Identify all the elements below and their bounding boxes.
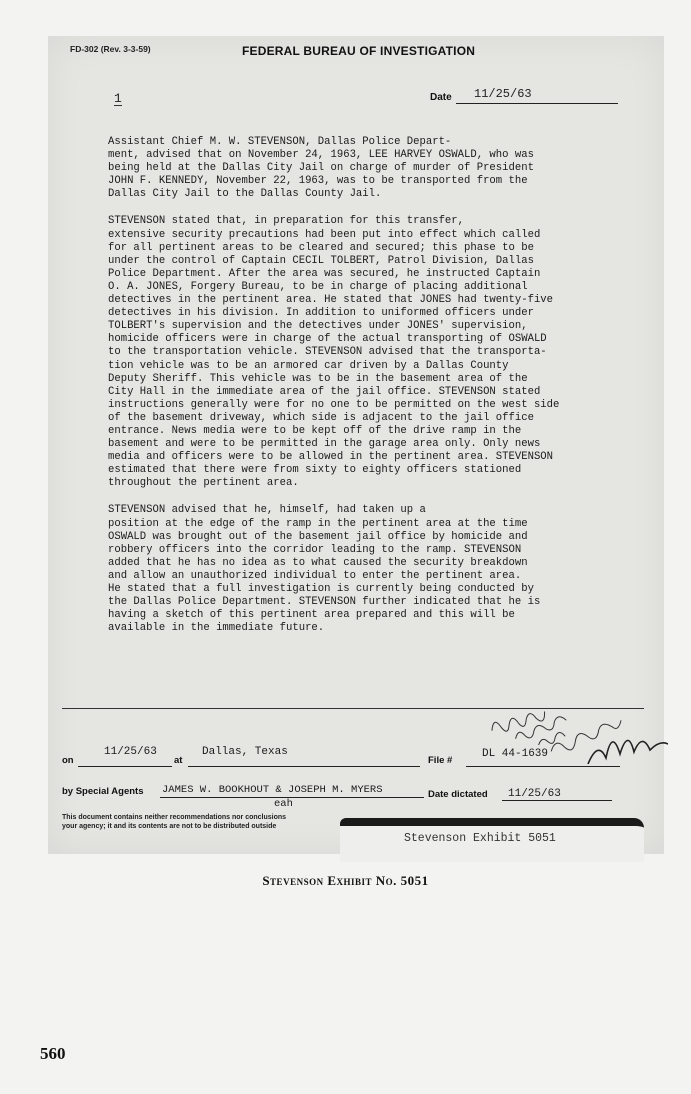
fbi-document-sheet [48, 36, 664, 854]
disclaimer-line-1: This document contains neither recommendations nor conclusions [62, 814, 287, 821]
exhibit-caption: Stevenson Exhibit No. 5051 [262, 873, 429, 888]
file-value: DL 44-1639 [482, 748, 549, 760]
paragraph-3: STEVENSON advised that he, himself, had taken up a position at the edge of the ramp in the pertinent area at the time OSWALD was brought out of the basement jail office by homicide and robbery officers into the corridor leading to the ramp. STEVENSON added that he has no idea as to what caused the security breakdown and allow an unauthorized individual to enter the pertinent area. He stated that a full investigation is currently being conducted by the Dallas Police Department. STEVENSON further indicated that he is having a sketch of this pertinent area prepared and this will be available in the immediate future. [108, 504, 541, 635]
footer-divider [62, 708, 644, 709]
date-dictated-value: 11/25/63 [508, 788, 561, 800]
report-body [108, 136, 588, 649]
on-label: on [62, 755, 74, 766]
at-label: at [174, 755, 183, 766]
date-value: 11/25/63 [474, 87, 532, 101]
date-dictated-label: Date dictated [428, 789, 488, 800]
page-indicator: 1 [114, 91, 122, 106]
agents-value: JAMES W. BOOKHOUT & JOSEPH M. MYERS [162, 784, 383, 796]
file-underline [466, 766, 620, 767]
exhibit-tag-label: Stevenson Exhibit 5051 [404, 832, 556, 845]
bureau-title: FEDERAL BUREAU OF INVESTIGATION [242, 44, 476, 58]
on-underline [78, 766, 172, 767]
by-agents-label: by Special Agents [62, 786, 144, 797]
on-value: 11/25/63 [104, 746, 157, 758]
at-value: Dallas, Texas [202, 746, 288, 758]
date-dictated-underline [502, 800, 612, 801]
date-underline [456, 103, 618, 104]
page-number: 560 [40, 1044, 66, 1063]
typist-initials: eah [274, 798, 293, 810]
paragraph-1: Assistant Chief M. W. STEVENSON, Dallas Police Depart- ment, advised that on November 24, 1963, LEE HARVEY OSWALD, who was being held at the Dallas City Jail on charge of murder of President JOHN F. KENNEDY, November 22, 1963, was to be transported from the Dallas City Jail to the Dallas County Jail. [108, 136, 534, 201]
form-id: FD-302 (Rev. 3-3-59) [70, 44, 151, 54]
at-underline [188, 766, 420, 767]
disclaimer [62, 813, 286, 831]
date-label: Date [430, 92, 452, 103]
paragraph-2: STEVENSON stated that, in preparation for this transfer, extensive security precautions had been put into effect which called for all pertinent areas to be cleared and secured; this phase to be under the control of Captain CECIL TOLBERT, Patrol Division, Dallas Police Department. After the area was secured, he instructed Captain O. A. JONES, Forgery Bureau, to be in charge of placing additional detectives in the pertinent area. He stated that JONES had twenty-five detectives in his division. In addition to uniformed officers under TOLBERT's supervision and the detectives under JONES' supervision, homicide officers were in charge of the actual transporting of OSWALD to the transportation vehicle. STEVENSON advised that the transporta- tion vehicle was to be an armored car driven by a Dallas County Deputy Sheriff. This vehicle was to be in the basement area of the City Hall in the immediate area of the jail office. STEVENSON stated instructions generally were for no one to be permitted on the west side of the basement driveway, which side is adjacent to the jail office entrance. News media were to be kept off of the drive ramp in the basement and were to be permitted in the garage area only. Only news media and officers were to be allowed in the pertinent area. STEVENSON estimated that there were from sixty to eighty officers stationed throughout the pertinent area. [108, 215, 560, 490]
exhibit-tag [340, 818, 644, 862]
disclaimer-line-2: your agency; it and its contents are not to be distributed outside [62, 823, 277, 830]
file-label: File # [428, 755, 453, 766]
